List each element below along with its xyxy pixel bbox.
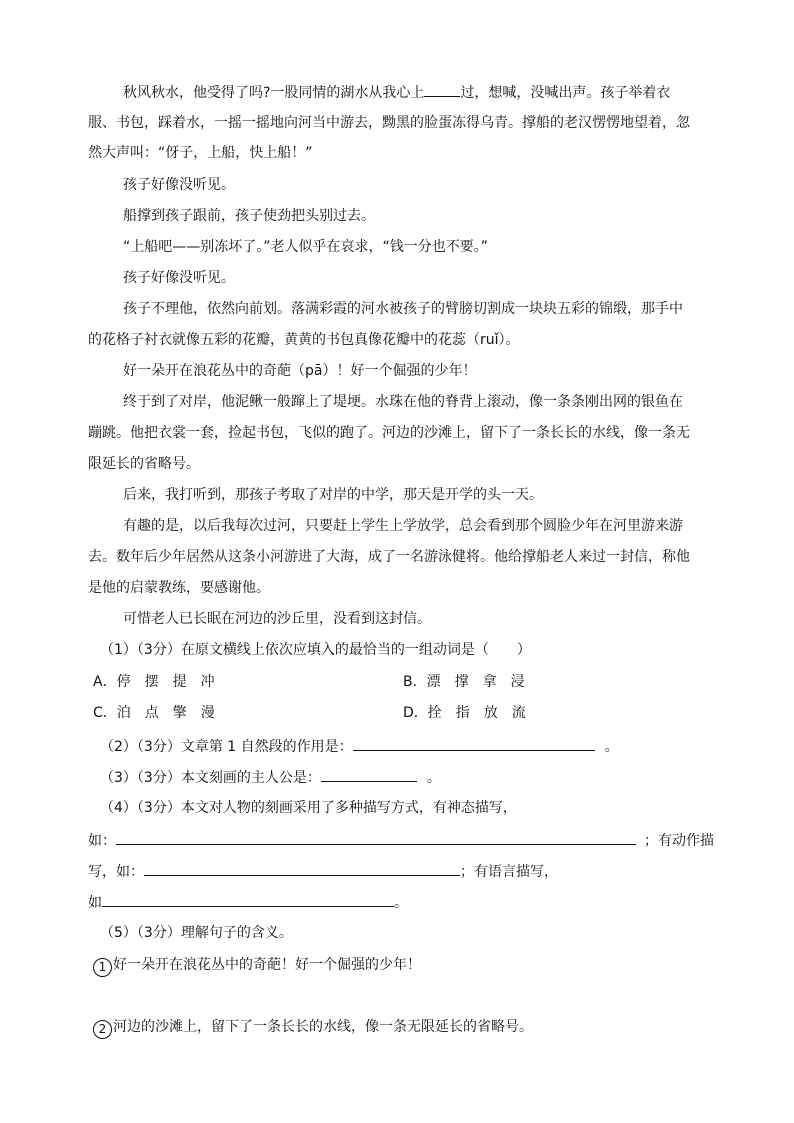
question-3-stem: （3）（3分）本文刻画的主人公是： — [100, 770, 321, 786]
passage-p4: “上船吧——别冻坏了。”老人似乎在哀求，“钱一分也不要。” — [123, 239, 489, 255]
question-1-option-a[interactable]: A．停 摆 提 冲 — [93, 674, 215, 690]
question-3-end: 。 — [426, 770, 441, 786]
question-2-stem: （2）（3分）文章第 1 自然段的作用是： — [100, 739, 353, 755]
passage-p2: 孩子好像没听见。 — [123, 177, 235, 193]
passage-p8-line1: 终于到了对岸，他泥鳅一般蹿上了堤埂。水珠在他的脊背上滚动，像一条条刚出网的银鱼在 — [123, 394, 683, 410]
passage-p8-line2: 蹦跳。他把衣裳一套，捡起书包，飞似的跑了。河边的沙滩上，留下了一条长长的水线，像一条无 — [88, 425, 690, 441]
question-5-item-1 — [93, 955, 421, 975]
question-4-end: 。 — [394, 895, 408, 911]
p1-text-b: 过，想喊，没喊出声。孩子举着衣 — [460, 85, 671, 101]
circled-number-2: 2 — [93, 1020, 112, 1039]
question-3 — [100, 767, 441, 787]
passage-p11: 可惜老人已长眠在河边的沙丘里，没看到这封信。 — [123, 611, 431, 627]
question-4-label-language-example: 如 — [88, 895, 102, 911]
passage-p5: 孩子好像没听见。 — [123, 270, 235, 286]
question-4-label-action-example: 写，如： — [88, 864, 144, 880]
question-4-line3 — [88, 861, 558, 881]
passage-p10-line2: 去。数年后少年居然从这条小河游进了大海，成了一名游泳健将。他给撑船老人来过一封信，称他 — [88, 549, 690, 565]
question-2 — [100, 736, 619, 756]
question-5-stem: （5）（3分）理解句子的含义。 — [100, 925, 293, 941]
question-1-option-b[interactable]: B．漂 撑 拿 浸 — [403, 674, 525, 690]
passage-p7: 好一朵开在浪花丛中的奇葩（pā）！好一个倔强的少年！ — [123, 363, 477, 379]
question-5-item-1-text: 好一朵开在浪花丛中的奇葩！好一个倔强的少年！ — [113, 957, 421, 973]
question-4-expression-blank[interactable] — [116, 830, 636, 845]
question-5-item-2-text: 河边的沙滩上，留下了一条长长的水线，像一条无限延长的省略号。 — [113, 1019, 533, 1035]
passage-p9: 后来，我打听到，那孩子考取了对岸的中学，那天是开学的头一天。 — [123, 487, 543, 503]
question-4-language-blank[interactable] — [102, 892, 394, 907]
question-2-answer-blank[interactable] — [353, 736, 595, 751]
passage-p10-line3: 是他的启蒙教练，要感谢他。 — [88, 580, 270, 596]
question-4-line4 — [88, 892, 408, 912]
question-4-stem: （4）（3分）本文对人物的刻画采用了多种描写方式，有神态描写， — [100, 800, 517, 816]
question-4-line2 — [88, 830, 714, 850]
circled-number-1: 1 — [93, 958, 112, 977]
question-1-option-c[interactable]: C．泊 点 擎 漫 — [93, 705, 215, 721]
question-4-label-action: ；有动作描 — [644, 833, 714, 849]
passage-p8-line3: 限延长的省略号。 — [88, 456, 200, 472]
passage-p1-line3: 然大声叫：“伢子，上船，快上船！” — [88, 145, 313, 161]
passage-p10-line1: 有趣的是，以后我每次过河，只要赶上学生上学放学，总会看到那个圆脸少年在河里游来游 — [123, 518, 683, 534]
question-1-stem: （1）（3分）在原文横线上依次应填入的最恰当的一组动词是（ ） — [100, 642, 531, 658]
question-4-label-expression: 如： — [88, 833, 116, 849]
passage-p1-line1 — [123, 82, 670, 102]
question-2-end: 。 — [604, 739, 619, 755]
passage-p6-line1: 孩子不理他，依然向前划。落满彩霞的河水被孩子的臂膀切割成一块块五彩的锦缎，那手中 — [123, 301, 683, 317]
question-4-label-language: ；有语言描写， — [460, 864, 558, 880]
fill-blank[interactable] — [424, 82, 460, 97]
question-5-item-2 — [93, 1017, 533, 1037]
passage-p6-line2: 的花格子衬衣就像五彩的花瓣，黄黄的书包真像花瓣中的花蕊（ruǐ）。 — [88, 332, 520, 348]
passage-p3: 船撑到孩子跟前，孩子使劲把头别过去。 — [123, 208, 375, 224]
question-1-option-d[interactable]: D．拴 指 放 流 — [403, 705, 526, 721]
question-4-action-blank[interactable] — [144, 861, 460, 876]
p1-text-a: 秋风秋水，他受得了吗?一股同情的湖水从我心上 — [123, 85, 425, 101]
question-3-answer-blank[interactable] — [321, 767, 417, 782]
passage-p1-line2: 服、书包，踩着水，一摇一摇地向河当中游去，黝黑的脸蛋冻得乌青。撑船的老汉愣愣地望着，忽 — [88, 115, 690, 131]
